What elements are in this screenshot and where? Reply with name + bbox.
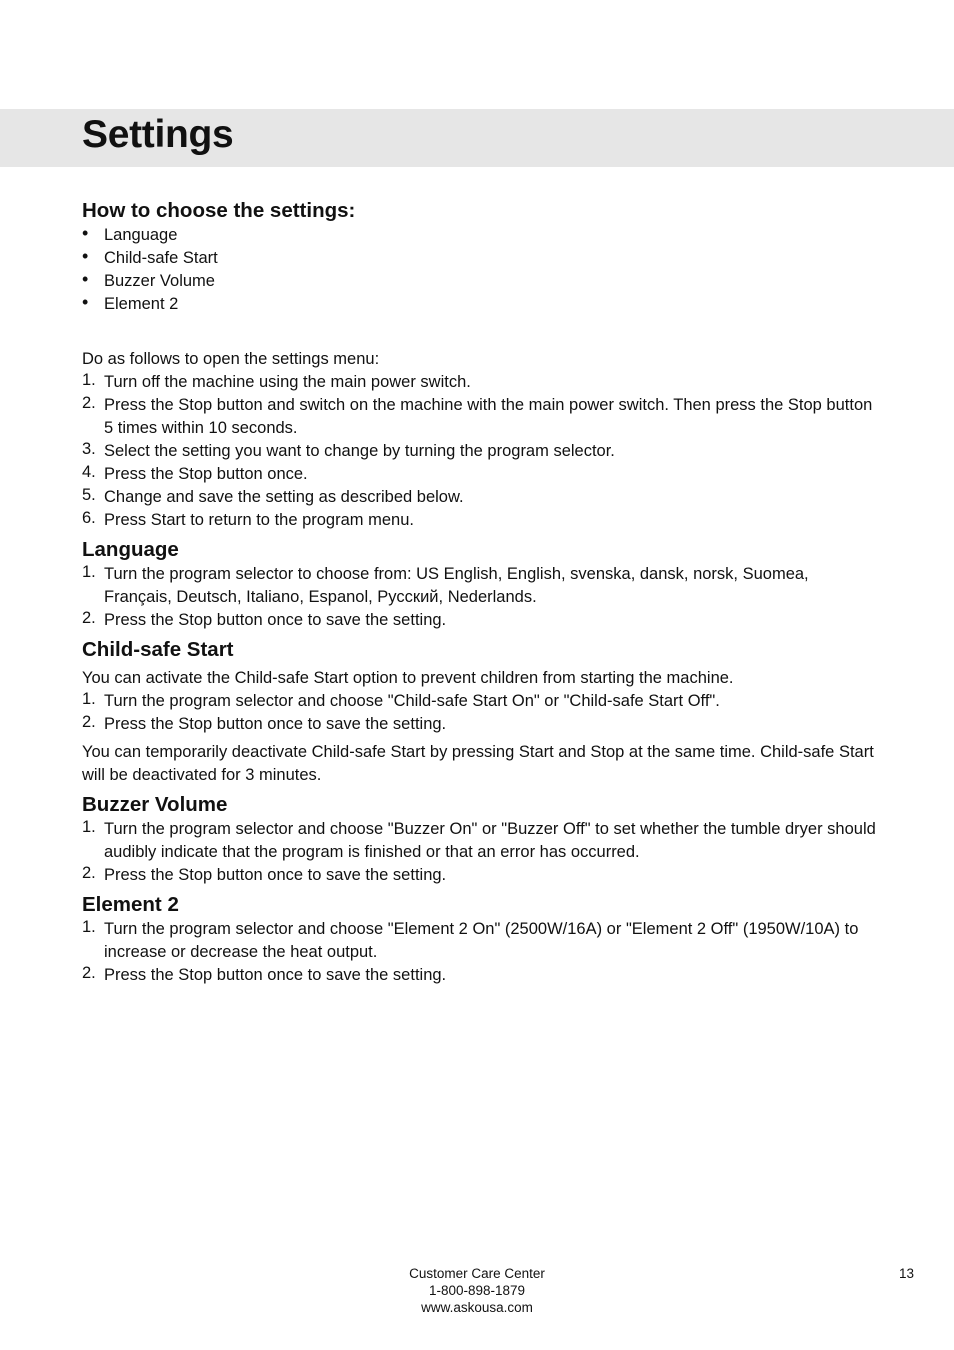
list-item: 5. Change and save the setting as described below.	[82, 486, 464, 506]
list-item: 1. Turn off the machine using the main power switch.	[82, 371, 471, 391]
list-item: 6. Press Start to return to the program menu.	[82, 509, 414, 529]
element2-steps	[82, 918, 877, 987]
list-item: • Buzzer Volume	[82, 269, 215, 290]
main-content	[82, 198, 877, 987]
list-item: • Language	[82, 223, 178, 244]
bullet-icon: •	[82, 292, 89, 312]
buzzer-steps	[82, 818, 877, 887]
list-item: 1. Turn the program selector and choose "Element 2 On" (2500W/16A) or "Element 2 Off" (1950W/10A) to increase or decrease the heat output.	[82, 918, 859, 961]
footer-phone: 1-800-898-1879	[428, 1283, 526, 1298]
list-item: 1. Turn the program selector and choose "Child-safe Start On" or "Child-safe Start Off".	[82, 690, 720, 710]
list-item: 2. Press the Stop button once to save the setting.	[82, 864, 447, 884]
list-item: 2. Press the Stop button once to save the setting.	[82, 964, 447, 984]
choose-heading: How to choose the settings:	[82, 199, 356, 222]
list-item: 3. Select the setting you want to change by turning the program selector.	[82, 440, 615, 460]
child-safe-intro: You can activate the Child-safe Start option to prevent children from starting the machine.	[82, 669, 734, 687]
list-item: • Element 2	[82, 292, 179, 313]
page-title: Settings	[82, 113, 234, 156]
open-menu-steps	[82, 371, 877, 532]
list-item: 4. Press the Stop button once.	[82, 463, 308, 483]
child-safe-steps	[82, 690, 877, 736]
bullet-icon: •	[82, 246, 89, 266]
language-heading: Language	[82, 538, 179, 561]
settings-list	[82, 224, 877, 316]
footer-contact	[0, 1265, 954, 1316]
list-item: • Child-safe Start	[82, 246, 218, 267]
list-item: 2. Press the Stop button once to save the setting.	[82, 609, 447, 629]
page-number: 13	[898, 1266, 914, 1281]
list-item: 2. Press the Stop button once to save the setting.	[82, 713, 447, 733]
list-item: 1. Turn the program selector to choose from: US English, English, svenska, dansk, norsk, Suomea, Français, Deutsch, Italiano, Espanol, Русский, Nederlands.	[82, 563, 809, 606]
bullet-icon: •	[82, 269, 89, 289]
language-steps	[82, 563, 877, 632]
child-safe-heading: Child-safe Start	[82, 638, 234, 661]
list-item: 2. Press the Stop button and switch on the machine with the main power switch. Then press the Stop button 5 times within 10 seconds.	[82, 394, 873, 437]
buzzer-heading: Buzzer Volume	[82, 793, 228, 816]
footer-line-1: Customer Care Center	[409, 1266, 545, 1281]
element2-heading: Element 2	[82, 893, 179, 916]
child-safe-note: You can temporarily deactivate Child-safe Start by pressing Start and Stop at the same time. Child-safe Start will be deactivated for 3 minutes.	[82, 743, 874, 784]
list-item: 1. Turn the program selector and choose "Buzzer On" or "Buzzer Off" to set whether the tumble dryer should audibly indicate that the program is finished or that an error has occurred.	[82, 818, 876, 861]
bullet-icon: •	[82, 223, 89, 243]
footer-website: www.askousa.com	[421, 1300, 533, 1315]
open-menu-intro: Do as follows to open the settings menu:	[82, 350, 380, 368]
